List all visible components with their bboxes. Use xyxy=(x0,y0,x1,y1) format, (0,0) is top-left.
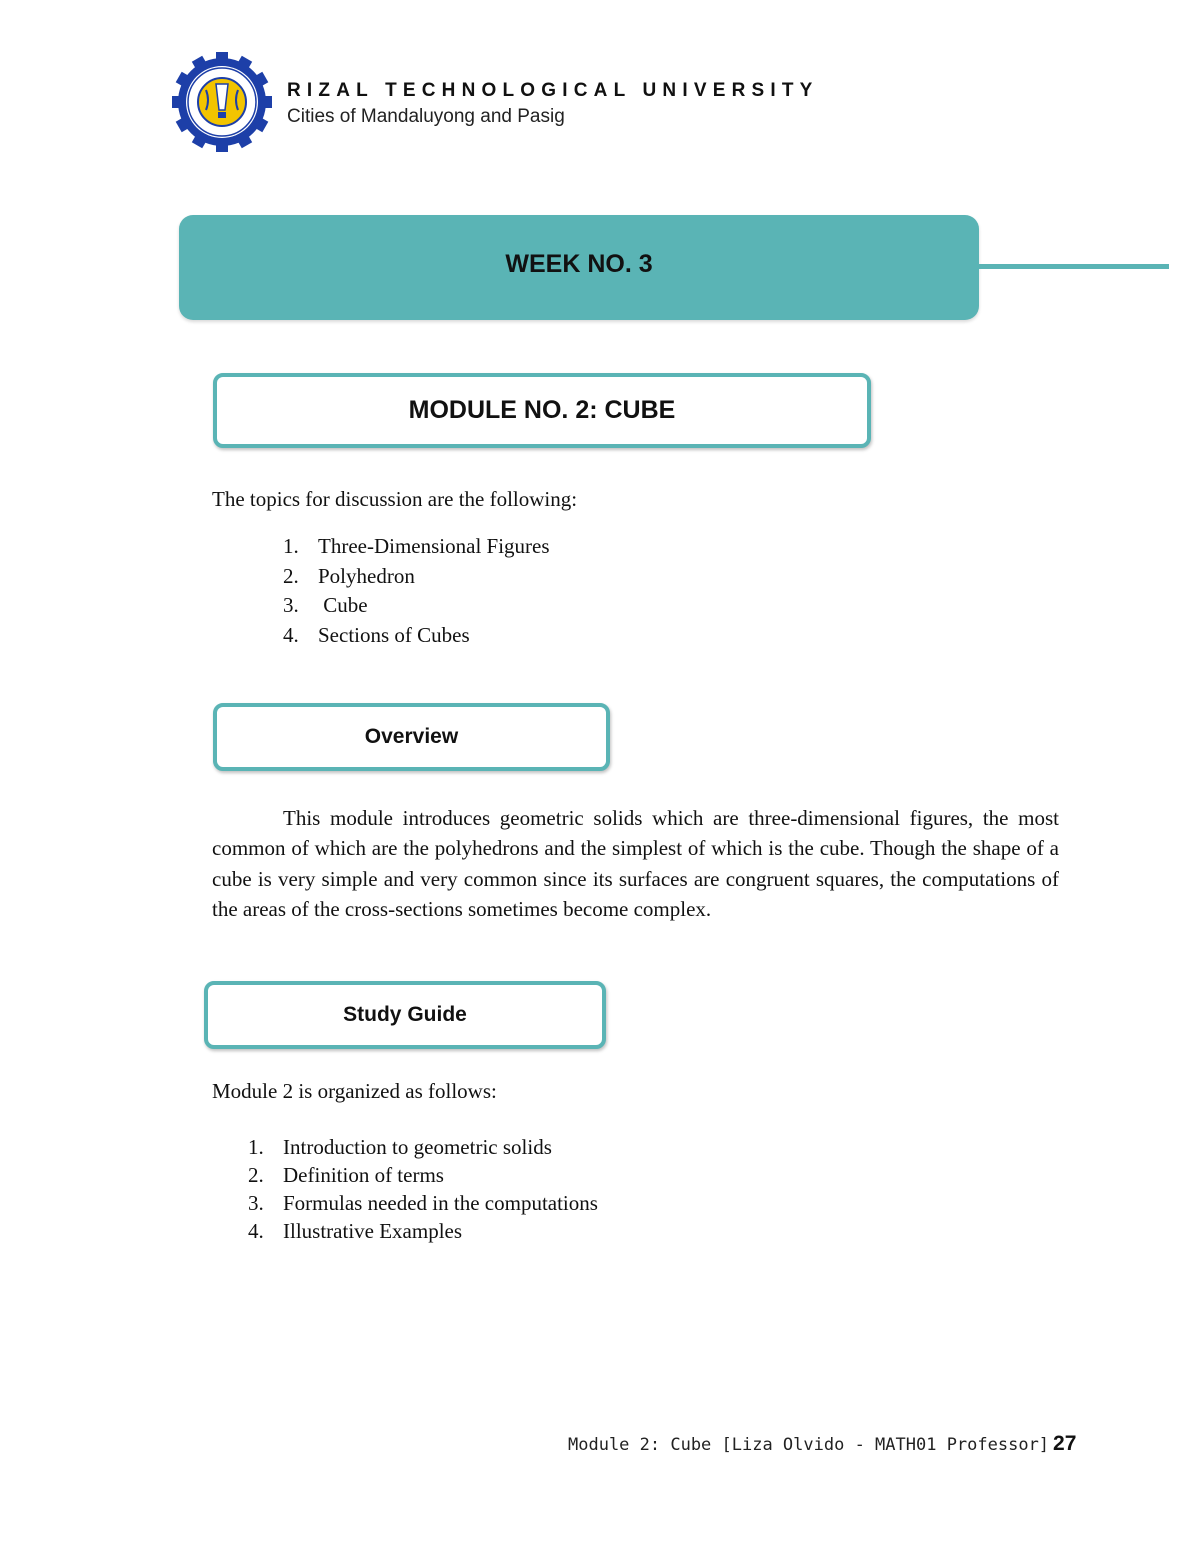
module-title-box xyxy=(213,373,871,448)
page-number: 27 xyxy=(1053,1432,1077,1455)
study-guide-heading-box xyxy=(204,981,606,1049)
list-item xyxy=(283,532,550,562)
list-number: 2. xyxy=(248,1163,264,1187)
list-label: Illustrative Examples xyxy=(283,1219,463,1243)
list-item xyxy=(283,621,550,651)
list-number: 2. xyxy=(283,563,299,588)
list-item xyxy=(248,1217,598,1245)
study-guide-intro: Module 2 is organized as follows: xyxy=(212,1079,497,1103)
rtu-seal-icon xyxy=(172,52,272,152)
week-title: WEEK NO. 3 xyxy=(505,250,653,278)
study-guide-heading: Study Guide xyxy=(343,1003,467,1026)
list-item xyxy=(248,1189,598,1217)
list-label: Three-Dimensional Figures xyxy=(318,534,550,558)
list-item xyxy=(283,562,550,592)
study-guide-list xyxy=(248,1133,598,1245)
module-title: MODULE NO. 2: CUBE xyxy=(408,396,676,424)
list-number: 1. xyxy=(248,1135,264,1159)
university-logo xyxy=(172,52,272,152)
topics-list xyxy=(283,532,550,650)
list-label: Sections of Cubes xyxy=(318,622,470,647)
university-name: RIZAL TECHNOLOGICAL UNIVERSITY xyxy=(287,80,819,101)
week-banner-rule xyxy=(979,264,1169,269)
list-number: 3. xyxy=(248,1191,264,1215)
list-label: Polyhedron xyxy=(318,563,415,588)
list-number: 3. xyxy=(283,593,299,617)
list-label: Introduction to geometric solids xyxy=(283,1135,552,1159)
topics-intro: The topics for discussion are the following: xyxy=(212,487,578,511)
list-item xyxy=(283,591,550,621)
list-label: Formulas needed in the computations xyxy=(283,1191,598,1215)
list-item xyxy=(248,1161,598,1189)
page-footer xyxy=(568,1432,1076,1456)
overview-heading-box xyxy=(213,703,610,771)
overview-paragraph: This module introduces geometric solids which are three-dimensional figures, the most common of which are the polyhedrons and the simplest of which is the cube. Though the shape of a cube is very simple and very common since its surfaces are congruent squares, the computations of the areas of the cross-sections sometimes become complex. xyxy=(212,806,1059,922)
list-number: 4. xyxy=(283,622,299,647)
university-location: Cities of Mandaluyong and Pasig xyxy=(287,106,565,127)
list-label: Cube xyxy=(318,593,368,617)
list-number: 4. xyxy=(248,1219,264,1243)
overview-heading: Overview xyxy=(364,725,459,748)
list-item xyxy=(248,1133,598,1161)
list-number: 1. xyxy=(283,534,299,558)
list-label: Definition of terms xyxy=(283,1163,444,1187)
footer-text: Module 2: Cube [Liza Olvido - MATH01 Professor] xyxy=(568,1435,1050,1455)
